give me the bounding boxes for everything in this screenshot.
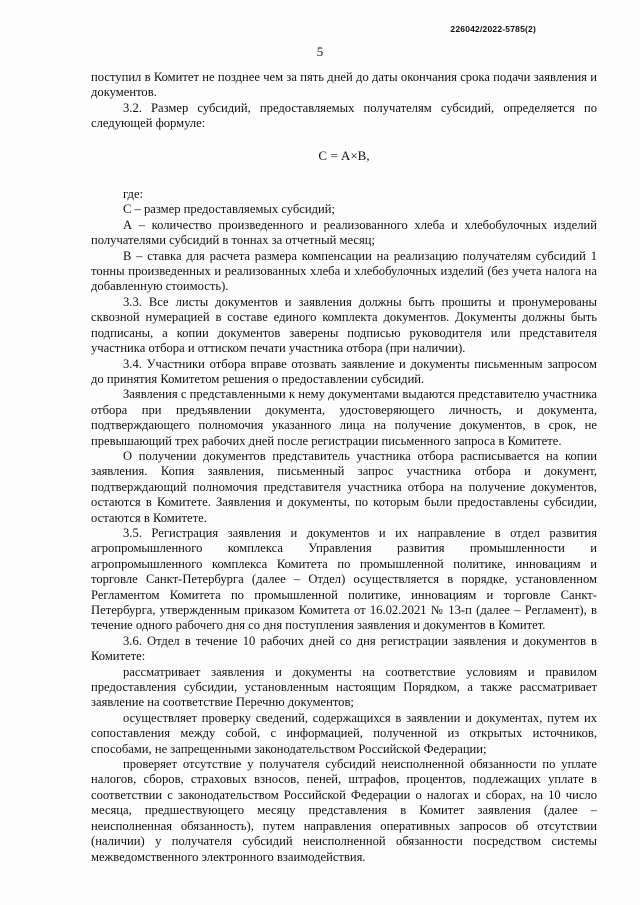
paragraph-3-6-verification: осуществляет проверку сведений, содержащихся в заявлении и документах, путем их сопоставления между собой, с информацией, полученной из открытых источников, способами, не запрещенными законодательством Российской Федерации; (91, 710, 597, 756)
document-body (91, 70, 597, 865)
formula-definition-a: А – количество произведенного и реализованного хлеба и хлебобулочных изделий получателями субсидий в тоннах за отчетный месяц; (91, 217, 597, 248)
formula-where-label: где: (123, 187, 144, 202)
paragraph-continuation: поступил в Комитет не позднее чем за пять дней до даты окончания срока подачи заявления и документов. (91, 70, 597, 100)
document-registration-number: 226042/2022-5785(2) (450, 24, 536, 34)
paragraph-3-6-review: рассматривает заявления и документы на соответствие условиям и правилом предоставления субсидии, установленным настоящим Порядком, а также рассматривает заявление на соответствие Перечню документов; (91, 664, 597, 710)
formula-definition-c: С – размер предоставляемых субсидий; (123, 202, 335, 217)
formula-definition-b: В – ставка для расчета размера компенсации на реализацию получателям субсидий 1 тонны произведенных и реализованных хлеба и хлебобулочных изделий (без учета налога на добавленную стоимость). (91, 248, 597, 294)
paragraph-3-6-tax-check: проверяет отсутствие у получателя субсидий неисполненной обязанности по уплате налогов, сборов, страховых взносов, пеней, штрафов, процентов, подлежащих уплате в соответствии с законодательством Российской Федерации о налогах и сборах, на 10 число месяца, предшествующего месяцу представления в Комитет заявления (далее – неисполненная обязанность), путем направления оперативных запросов об отсутствии (наличии) у получателя субсидий неисполненной обязанности посредством системы межведомственного электронного взаимодействия. (91, 757, 597, 864)
paragraph-3-6: 3.6. Отдел в течение 10 рабочих дней со дня регистрации заявления и документов в Комитете: (91, 633, 597, 664)
paragraph-return-documents: Заявления с представленными к нему документами выдаются представителю участника отбора при предъявлении документа, удостоверяющего личность, и документа, подтверждающего полномочия указанного лица на получение документов, в срок, не превышающий трех рабочих дней после регистрации письменного запроса в Комитете. (91, 387, 597, 448)
paragraph-3-3: 3.3. Все листы документов и заявления должны быть прошиты и пронумерованы сквозной нумерацией в составе единого комплекта документов. Документы должны быть подписаны, а копии документов заверены подписью руководителя или представителя участника отбора и оттиском печати участника отбора (при наличии). (91, 294, 597, 356)
paragraph-3-4: 3.4. Участники отбора вправе отозвать заявление и документы письменным запросом до принятия Комитетом решения о предоставлении субсидий. (91, 356, 597, 386)
page-number: 5 (316, 44, 324, 59)
formula: С = А×В, (318, 147, 370, 163)
paragraph-3-5: 3.5. Регистрация заявления и документов и их направление в отдел развития агропромышленного комплекса Управления развития промышленности и агропромышленного комплекса Комитета по промышленной политике, инновациям и торговле Санкт-Петербурга (далее – Отдел) осуществляется в порядке, установленном Регламентом Комитета по промышленной политике, инновациям и торговле Санкт-Петербурга, утвержденным приказом Комитета от 16.02.2021 № 13-п (далее – Регламент), в течение одного рабочего дня со дня поступления заявления и документов в Комитет. (91, 525, 597, 633)
paragraph-3-2: 3.2. Размер субсидий, предоставляемых получателям субсидий, определяется по следующей формуле: (91, 100, 597, 131)
paragraph-receipt-signature: О получении документов представитель участника отбора расписывается на копии заявления. Копия заявления, письменный запрос участника отбора и документ, подтверждающий полномочия представителя участника отбора на получение документов, остаются в Комитете. Заявления и документы, по которым были предоставлены субсидии, остаются в Комитете. (91, 448, 597, 525)
